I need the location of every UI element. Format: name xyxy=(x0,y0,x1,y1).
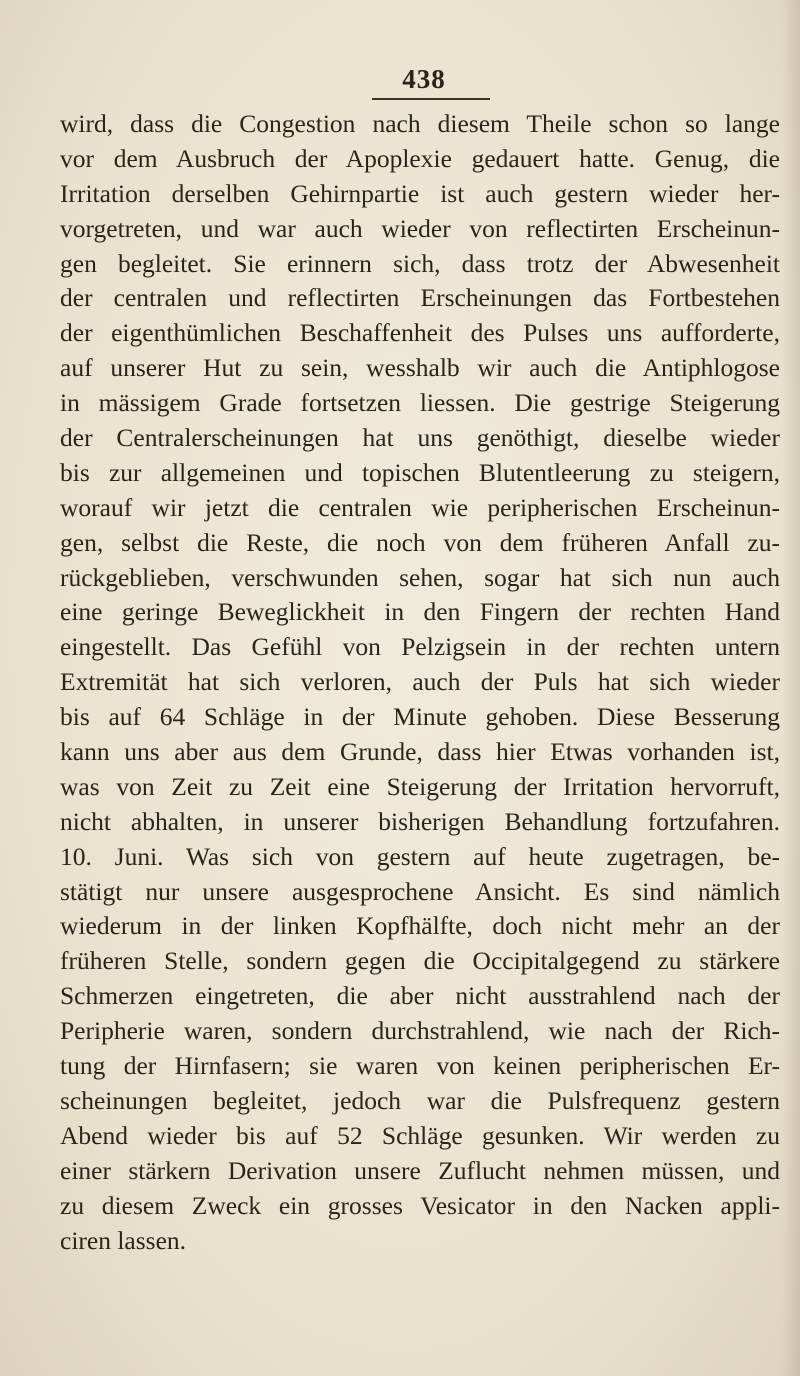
text-line: Abend wieder bis auf 52 Schläge gesunken. Wir werden zu xyxy=(60,1120,780,1150)
page-number: 438 xyxy=(402,64,446,94)
text-line: eine geringe Beweglickheit in den Fingern der rechten Hand xyxy=(60,597,780,627)
text-line: was von Zeit zu Zeit eine Steigerung der Irritation hervorruft, xyxy=(60,771,780,801)
text-line: der eigenthümlichen Beschaffenheit des Pulses uns aufforderte, xyxy=(60,318,780,348)
text-line: scheinungen begleitet, jedoch war die Pulsfrequenz gestern xyxy=(60,1085,780,1115)
text-line: der Centralerscheinungen hat uns genöthigt, dieselbe wieder xyxy=(60,423,780,453)
text-line: bis zur allgemeinen und topischen Blutentleerung zu steigern, xyxy=(60,457,780,487)
text-line: früheren Stelle, sondern gegen die Occipitalgegend zu stärkere xyxy=(60,946,780,976)
text-line: kann uns aber aus dem Grunde, dass hier Etwas vorhanden ist, xyxy=(60,737,780,767)
text-line: Extremität hat sich verloren, auch der Puls hat sich wieder xyxy=(60,667,780,697)
text-line: vorgetreten, und war auch wieder von reflectirten Erscheinun- xyxy=(60,213,780,243)
text-line: eingestellt. Das Gefühl von Pelzigsein in der rechten untern xyxy=(60,632,780,662)
text-line: zu diesem Zweck ein grosses Vesicator in den Nacken appli- xyxy=(60,1190,780,1220)
body-text xyxy=(60,107,780,1258)
page-number-underline xyxy=(372,98,490,100)
text-line: ciren lassen. xyxy=(60,1225,187,1255)
text-line: auf unserer Hut zu sein, wesshalb wir auch die Antiphlogose xyxy=(60,353,780,383)
text-line: rückgeblieben, verschwunden sehen, sogar hat sich nun auch xyxy=(60,562,780,592)
text-line: der centralen und reflectirten Erscheinungen das Fortbestehen xyxy=(60,283,780,313)
text-line: stätigt nur unsere ausgesprochene Ansicht. Es sind nämlich xyxy=(60,876,780,906)
text-line: Peripherie waren, sondern durchstrahlend, wie nach der Rich- xyxy=(60,1016,780,1046)
text-line: 10. Juni. Was sich von gestern auf heute zugetragen, be- xyxy=(60,841,780,871)
text-line: vor dem Ausbruch der Apoplexie gedauert hatte. Genug, die xyxy=(60,143,780,173)
text-line: gen, selbst die Reste, die noch von dem früheren Anfall zu- xyxy=(60,527,780,557)
text-line: wiederum in der linken Kopfhälfte, doch nicht mehr an der xyxy=(60,911,780,941)
text-line: nicht abhalten, in unserer bisherigen Behandlung fortzufahren. xyxy=(60,806,780,836)
text-line: tung der Hirnfasern; sie waren von keinen peripherischen Er- xyxy=(60,1051,780,1081)
page-edge-shadow xyxy=(782,0,800,1376)
text-line: bis auf 64 Schläge in der Minute gehoben. Diese Besserung xyxy=(60,702,780,732)
text-line: worauf wir jetzt die centralen wie peripherischen Erscheinun- xyxy=(60,492,780,522)
text-line: Schmerzen eingetreten, die aber nicht ausstrahlend nach der xyxy=(60,981,780,1011)
text-line: in mässigem Grade fortsetzen liessen. Die gestrige Steigerung xyxy=(60,388,780,418)
text-line: gen begleitet. Sie erinnern sich, dass trotz der Abwesenheit xyxy=(60,248,780,278)
text-line: wird, dass die Congestion nach diesem Theile schon so lange xyxy=(60,109,780,138)
text-line: Irritation derselben Gehirnpartie ist auch gestern wieder her- xyxy=(60,178,780,208)
text-line: einer stärkern Derivation unsere Zuflucht nehmen müssen, und xyxy=(60,1155,780,1185)
